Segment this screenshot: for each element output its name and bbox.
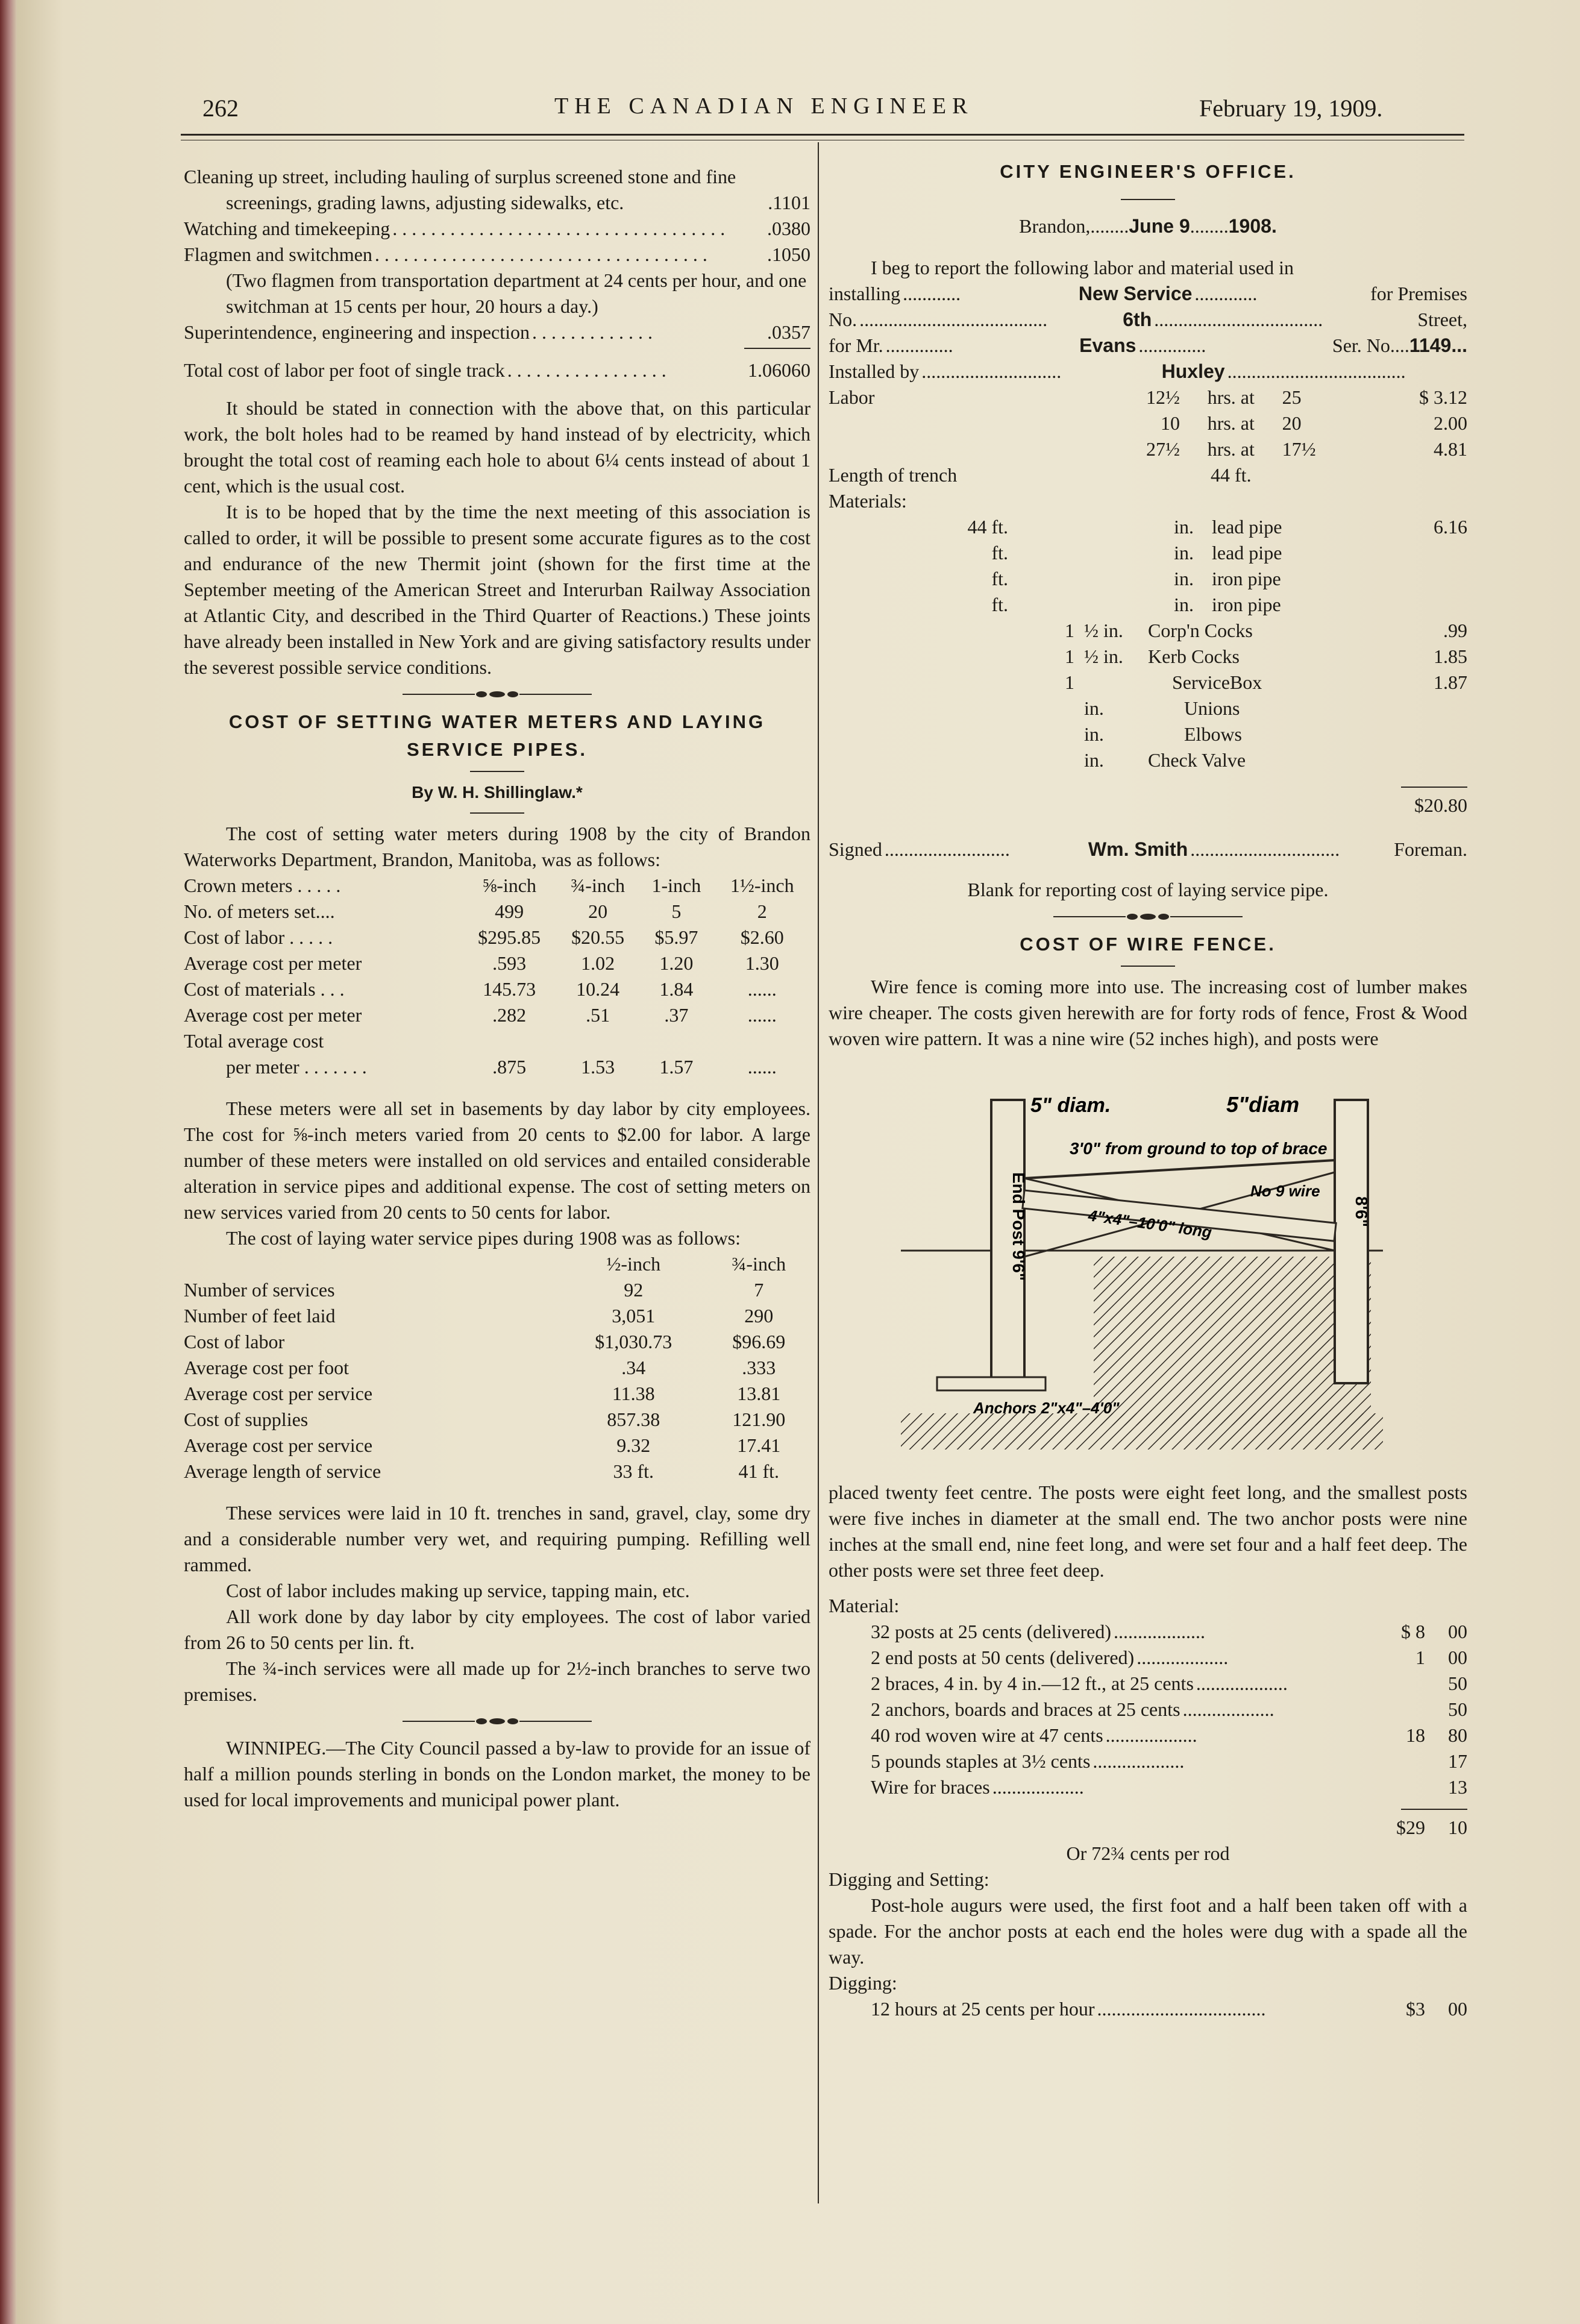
paragraph: The ¾-inch services were all made up for 2½-inch branches to serve two premises. bbox=[184, 1657, 810, 1705]
form-line-installed-by: Installed by ............................. Huxley ..................................... bbox=[829, 360, 1406, 382]
list-item: 2 end posts at 50 cents (delivered) ................... 1 00 bbox=[871, 1647, 1467, 1668]
table-row: Average length of service 33 ft. 41 ft. bbox=[184, 1460, 780, 1482]
right-column bbox=[829, 158, 1467, 2022]
winnipeg-note: WINNIPEG.—The City Council passed a by-law to provide for an issue of half a million pounds sterling in bonds on the London market, the money to be used for local improvements and municipal power plant. bbox=[184, 1737, 810, 1811]
table-row: ft. in. iron pipe bbox=[991, 568, 1281, 589]
label-brace-post: 8'6" bbox=[1352, 1196, 1371, 1228]
table-row: Cost of labor $1,030.73 $96.69 bbox=[184, 1331, 786, 1352]
paragraph: It should be stated in connection with the above that, on this particular work, the bolt holes had to be reamed by hand instead of by electricity, which brought the total cost of reaming each hole to about 6¼ cents instead of about 1 cent, which is the usual cost. bbox=[184, 397, 810, 497]
table-row: 1 ½ in. Corp'n Cocks .99 bbox=[1065, 620, 1467, 641]
pipes-table bbox=[184, 1251, 810, 1484]
labor-table bbox=[829, 385, 1467, 514]
meters-table bbox=[184, 873, 810, 1080]
table-row: 44 ft. in. lead pipe 6.16 bbox=[967, 516, 1467, 538]
top-wire bbox=[1024, 1160, 1335, 1178]
digging-label: Digging: bbox=[829, 1972, 897, 1994]
label-brace: 4"x4"–10'0" long bbox=[1087, 1206, 1213, 1242]
header-rule bbox=[181, 134, 1464, 136]
superintendence-row: Superintendence, engineering and inspection . . . . . . . . . . . . . .0357 bbox=[184, 321, 810, 343]
table-row: Average cost per foot .34 .333 bbox=[184, 1357, 776, 1378]
form-caption: Blank for reporting cost of laying service pipe. bbox=[967, 879, 1329, 900]
list-item: 32 posts at 25 cents (delivered) ................... $ 8 00 bbox=[871, 1621, 1467, 1642]
label-brace-post-diam: 5"diam bbox=[1226, 1092, 1300, 1117]
list-item: Wire for braces ................... 13 bbox=[871, 1776, 1467, 1798]
form-line-installing: installing ............ New Service ............. for Premises bbox=[829, 283, 1467, 304]
form-line-mr: for Mr. .............. Evans .............. Ser. No.... 1149... bbox=[829, 334, 1467, 356]
column-separator bbox=[818, 142, 819, 2203]
table-row: ft. in. iron pipe bbox=[991, 594, 1281, 615]
form-line-no: No. ....................................... 6th ................................... Street, bbox=[829, 309, 1467, 330]
table-row: Average cost per service 11.38 13.81 bbox=[184, 1383, 781, 1404]
cost-item: Watching and timekeeping . . . . . . . . . . . . . . . . . . . . . . . . . . . . . . . . . . . .0380 bbox=[184, 218, 810, 239]
label-end-post-diam: 5" diam. bbox=[1030, 1094, 1111, 1117]
list-item: 40 rod woven wire at 47 cents ................... 18 80 bbox=[871, 1724, 1467, 1746]
paragraph: The cost of laying water service pipes during 1908 was as follows: bbox=[226, 1227, 741, 1249]
paragraph: All work done by day labor by city employees. The cost of labor varied from 26 to 50 cents per lin. ft. bbox=[184, 1606, 810, 1653]
title-rule bbox=[1121, 199, 1175, 200]
paragraph: These services were laid in 10 ft. trenches in sand, gravel, clay, some dry and a considerable number very wet, and requiring pumping. Refilling well rammed. bbox=[184, 1502, 810, 1575]
cost-item: Flagmen and switchmen . . . . . . . . . . . . . . . . . . . . . . . . . . . . . . . . . . . .1050 bbox=[184, 243, 810, 265]
digging-setting-label: Digging and Setting: bbox=[829, 1868, 989, 1890]
byline-rule bbox=[470, 812, 524, 814]
paragraph: These meters were all set in basements by day labor by city employees. The cost for ⅝-inch meters varied from 20 cents to $2.00 for labor. A large number of these meters were installed on old services and entailed considerable alteration in service pipes and additional expense. The cost of setting meters on new services varied from 20 cents to 50 cents for labor. bbox=[184, 1098, 810, 1223]
form-date-line: Brandon,........June 9........1908. bbox=[1019, 215, 1277, 237]
table-row: Cost of labor . . . . . $295.85 $20.55 $5.97 $2.60 bbox=[184, 926, 784, 948]
article-title: COST OF SETTING WATER METERS AND LAYING SERVICE PIPES. bbox=[228, 711, 766, 760]
sum-rule bbox=[744, 348, 810, 349]
fence-diagram-svg bbox=[889, 1076, 1407, 1462]
ground-hatch-bottom bbox=[901, 1413, 1383, 1449]
paragraph: Cost of labor includes making up service, tapping main, etc. bbox=[226, 1580, 690, 1601]
running-header bbox=[181, 89, 1476, 125]
issue-date: February 19, 1909. bbox=[1199, 95, 1383, 122]
paragraph: Wire fence is coming more into use. The increasing cost of lumber makes wire cheaper. The costs given herewith are for forty rods of fence, Frost & Wood woven wire pattern. It was a nine wire (52 inches high), and posts were bbox=[829, 976, 1467, 1049]
label-end-post: End Post 9'6" bbox=[1009, 1172, 1028, 1281]
table-row: 10 hrs. at 20 2.00 bbox=[1161, 412, 1467, 434]
sum-rule bbox=[1401, 1809, 1467, 1810]
byline: By W. H. Shillinglaw.* bbox=[412, 783, 583, 802]
table-row: 1 ServiceBox 1.87 bbox=[1065, 671, 1467, 693]
table-row: Materials: bbox=[829, 490, 907, 512]
title-rule bbox=[1121, 966, 1175, 967]
table-row: Average cost per meter .593 1.02 1.20 1.30 bbox=[184, 952, 779, 974]
section-ornament bbox=[184, 1718, 810, 1724]
table-row: Number of feet laid 3,051 290 bbox=[184, 1305, 774, 1327]
label-height-note: 3'0" from ground to top of brace bbox=[1070, 1139, 1328, 1158]
table-row: per meter . . . . . . . .875 1.53 1.57 ...... bbox=[226, 1056, 777, 1078]
table-row: Cost of materials . . . 145.73 10.24 1.84 ...... bbox=[184, 978, 777, 1000]
page-number: 262 bbox=[202, 95, 239, 122]
total-row: Total cost of labor per foot of single track . . . . . . . . . . . . . . . . . 1.06060 bbox=[184, 359, 810, 381]
table-row: Average cost per service 9.32 17.41 bbox=[184, 1434, 781, 1456]
paragraph: Post-hole augurs were used, the first foot and a half been taken off with a spade. For the anchor posts at each end the holes were dug with a spade all the way. bbox=[829, 1894, 1467, 1968]
section-ornament bbox=[184, 691, 810, 697]
table-row: in. Check Valve bbox=[1084, 749, 1246, 771]
table-row: Cost of supplies 857.38 121.90 bbox=[184, 1409, 786, 1430]
table-row: ft. in. lead pipe bbox=[991, 542, 1282, 564]
journal-title: THE CANADIAN ENGINEER bbox=[554, 93, 974, 119]
article-title: COST OF WIRE FENCE. bbox=[1020, 934, 1276, 955]
table-row: No. of meters set.... 499 20 5 2 bbox=[184, 900, 767, 922]
material-list bbox=[829, 1619, 1467, 1800]
table-row: in. Elbows bbox=[1084, 723, 1242, 745]
paragraph: placed twenty feet centre. The posts were eight feet long, and the smallest posts were five inches in diameter at the small end. The two anchor posts were nine inches at the small end, nine feet long, and were set four and a half feet deep. The other posts were set three feet deep. bbox=[829, 1481, 1467, 1581]
cost-item: Cleaning up street, including hauling of surplus screened stone and fine screenings, grading lawns, adjusting sidewalks, etc. .1101 bbox=[184, 166, 810, 213]
flagmen-note: (Two flagmen from transportation department at 24 cents per hour, and one switchman at 15 cents per hour, 20 hours a day.) bbox=[226, 269, 807, 317]
list-item: 2 anchors, boards and braces at 25 cents ................... 50 bbox=[871, 1698, 1467, 1720]
paragraph: The cost of setting water meters during 1908 by the city of Brandon Waterworks Department, Brandon, Manitoba, was as follows: bbox=[184, 823, 810, 870]
left-column bbox=[184, 164, 810, 1813]
materials-table bbox=[829, 514, 1467, 618]
form-title: CITY ENGINEER'S OFFICE. bbox=[1000, 161, 1296, 182]
list-item: 12 hours at 25 cents per hour ................................... $3 00 bbox=[871, 1998, 1467, 2020]
material-label: Material: bbox=[829, 1595, 900, 1616]
table-row: Length of trench 44 ft. bbox=[829, 464, 1252, 486]
label-wire: No 9 wire bbox=[1250, 1182, 1320, 1200]
paragraph: It is to be hoped that by the time the next meeting of this association is called to order, it will be possible to present some accurate figures as to the cost and endurance of the new Thermit joint (shown for the first time at the September meeting of the American Street and Interurban Railway Association at Atlantic City, and described in the Third Quarter of Reactions.) These joints have already been installed in New York and are giving satisfactory results under the severest possible service conditions. bbox=[184, 501, 810, 678]
label-anchors: Anchors 2"x4"–4'0" bbox=[973, 1399, 1120, 1417]
material-total: $29 10 bbox=[1396, 1817, 1467, 1838]
table-row: Total average cost bbox=[184, 1030, 324, 1052]
fence-diagram bbox=[889, 1076, 1407, 1462]
table-row: 27½ hrs. at 17½ 4.81 bbox=[1146, 438, 1467, 460]
table-header-row: ½-inch ¾-inch bbox=[606, 1253, 786, 1275]
anchor-board bbox=[937, 1377, 1045, 1390]
table-header-row: Crown meters . . . . . ⅝-inch ¾-inch 1-inch 1½-inch bbox=[184, 875, 794, 896]
table-row: 1 ½ in. Kerb Cocks 1.85 bbox=[1065, 645, 1467, 667]
list-item: 2 braces, 4 in. by 4 in.—12 ft., at 25 cents ................... 50 bbox=[871, 1672, 1467, 1694]
form-total: $20.80 bbox=[1414, 794, 1467, 816]
per-rod: Or 72¾ cents per rod bbox=[1066, 1842, 1230, 1864]
ground-hatch bbox=[1088, 1257, 1371, 1425]
table-row: Number of services 92 7 bbox=[184, 1279, 764, 1301]
table-row: Labor 12½ hrs. at 25 $ 3.12 bbox=[829, 386, 1467, 408]
brace-post bbox=[1335, 1100, 1368, 1383]
title-rule bbox=[470, 771, 524, 772]
signed-line: Signed .......................... Wm. Smith ............................... Foreman. bbox=[829, 838, 1467, 860]
form-intro: I beg to report the following labor and material used in bbox=[871, 257, 1294, 278]
section-ornament bbox=[829, 914, 1467, 920]
table-row: Average cost per meter .282 .51 .37 ...... bbox=[184, 1004, 777, 1026]
table-row: in. Unions bbox=[1084, 697, 1240, 719]
sum-rule bbox=[1401, 787, 1467, 788]
list-item: 5 pounds staples at 3½ cents ................... 17 bbox=[871, 1750, 1467, 1772]
binding-edge bbox=[0, 0, 17, 2324]
fittings-table bbox=[829, 618, 1467, 773]
